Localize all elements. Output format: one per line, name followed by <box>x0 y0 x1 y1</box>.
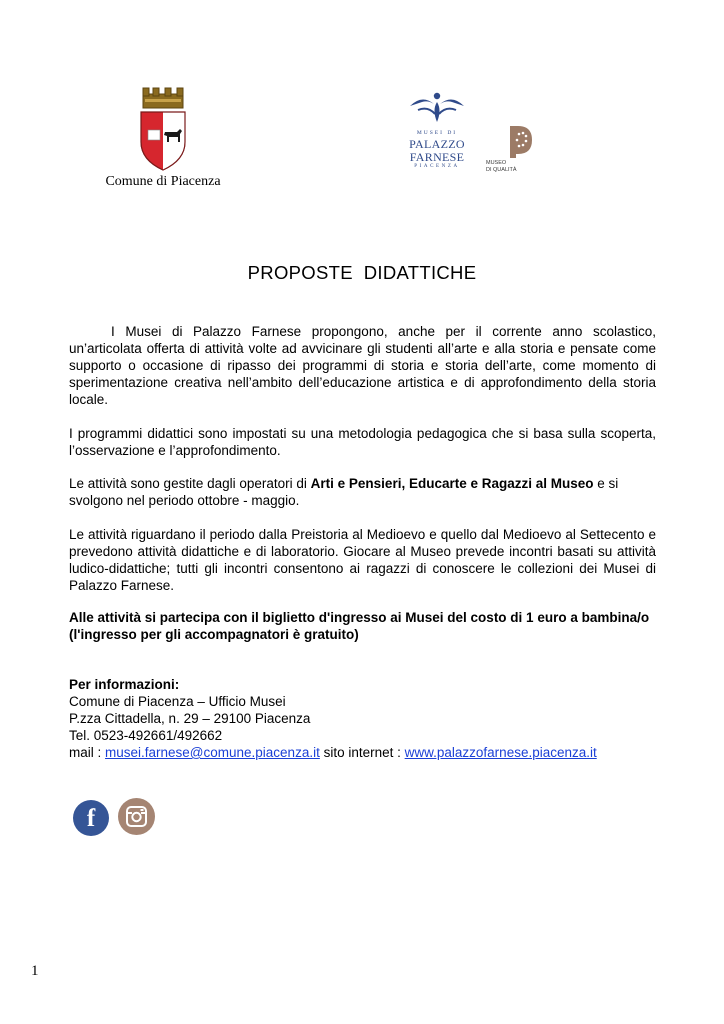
logo-di-qualita-text: DI QUALITÀ <box>486 167 517 173</box>
paragraph-operators <box>69 475 656 509</box>
facebook-glyph: f <box>86 805 96 832</box>
comune-crest-logo <box>135 86 191 172</box>
facebook-icon[interactable] <box>73 800 109 836</box>
logo-palazzo-text: PALAZZO <box>409 137 465 151</box>
contact-web-line <box>69 744 597 761</box>
operators-text-before: Le attività sono gestite dagli operatori di <box>69 476 311 491</box>
museo-di-qualita-logo <box>486 124 546 174</box>
website-link[interactable]: www.palazzofarnese.piacenza.it <box>404 745 597 760</box>
logo-museo-text: MUSEO <box>486 160 507 166</box>
document-title: PROPOSTE DIDATTICHE <box>247 262 477 283</box>
palazzo-farnese-emblem-icon <box>408 92 466 126</box>
logo-musei-di-text: MUSEI DI <box>416 130 458 136</box>
contact-office: Comune di Piacenza – Ufficio Musei <box>69 694 286 709</box>
operators-text-after: e si svolgono nel periodo ottobre - maggio. <box>69 476 619 508</box>
palazzo-farnese-logo <box>404 92 470 174</box>
page-number: 1 <box>31 963 39 979</box>
contact-info <box>69 676 597 761</box>
paragraph-intro: I Musei di Palazzo Farnese propongono, anche per il corrente anno scolastico, un’articolata offerta di attività volte ad avvicinare gli studenti all’arte e alla storia e pensate come supporto o occasione di ripasso dei programmi di storia e storia dell’arte, come momento di sperimentazione creativa nell’ambito dell’educazione artistica e di approfondimento della storia locale. <box>69 324 656 407</box>
paragraph-periods: Le attività riguardano il periodo dalla Preistoria al Medioevo e quello dal Medioevo al Settecento e prevedono attività didattiche e di laboratorio. Giocare al Museo prevede incontri basati su attività ludico-didattiche; tutti gli incontri consentono ai ragazzi di conoscere le collezioni dei Musei di Palazzo Farnese. <box>69 527 656 593</box>
museo-qualita-emblem-icon <box>508 124 534 160</box>
mail-label: mail : <box>69 745 106 760</box>
paragraph-methodology: I programmi didattici sono impostati su una metodologia pedagogica che si basa sulla scoperta, l’osservazione e l’approfondimento. <box>69 426 656 458</box>
logo-piacenza-text: PIACENZA <box>414 164 460 169</box>
instagram-icon[interactable] <box>118 798 155 835</box>
operators-names: Arti e Pensieri, Educarte e Ragazzi al Museo <box>310 476 594 491</box>
paragraph-ticket-info: Alle attività si partecipa con il biglietto d'ingresso ai Musei del costo di 1 euro a bambina/o (l'ingresso per gli accompagnatori è gratuito) <box>69 610 650 642</box>
email-link[interactable]: musei.farnese@comune.piacenza.it <box>105 745 320 760</box>
site-label: sito internet : <box>319 745 405 760</box>
contact-address: P.zza Cittadella, n. 29 – 29100 Piacenza <box>69 711 311 726</box>
comune-caption: Comune di Piacenza <box>105 174 221 189</box>
contact-phone: Tel. 0523-492661/492662 <box>69 728 223 743</box>
logo-farnese-text: FARNESE <box>409 150 465 164</box>
contact-heading: Per informazioni: <box>69 677 180 692</box>
